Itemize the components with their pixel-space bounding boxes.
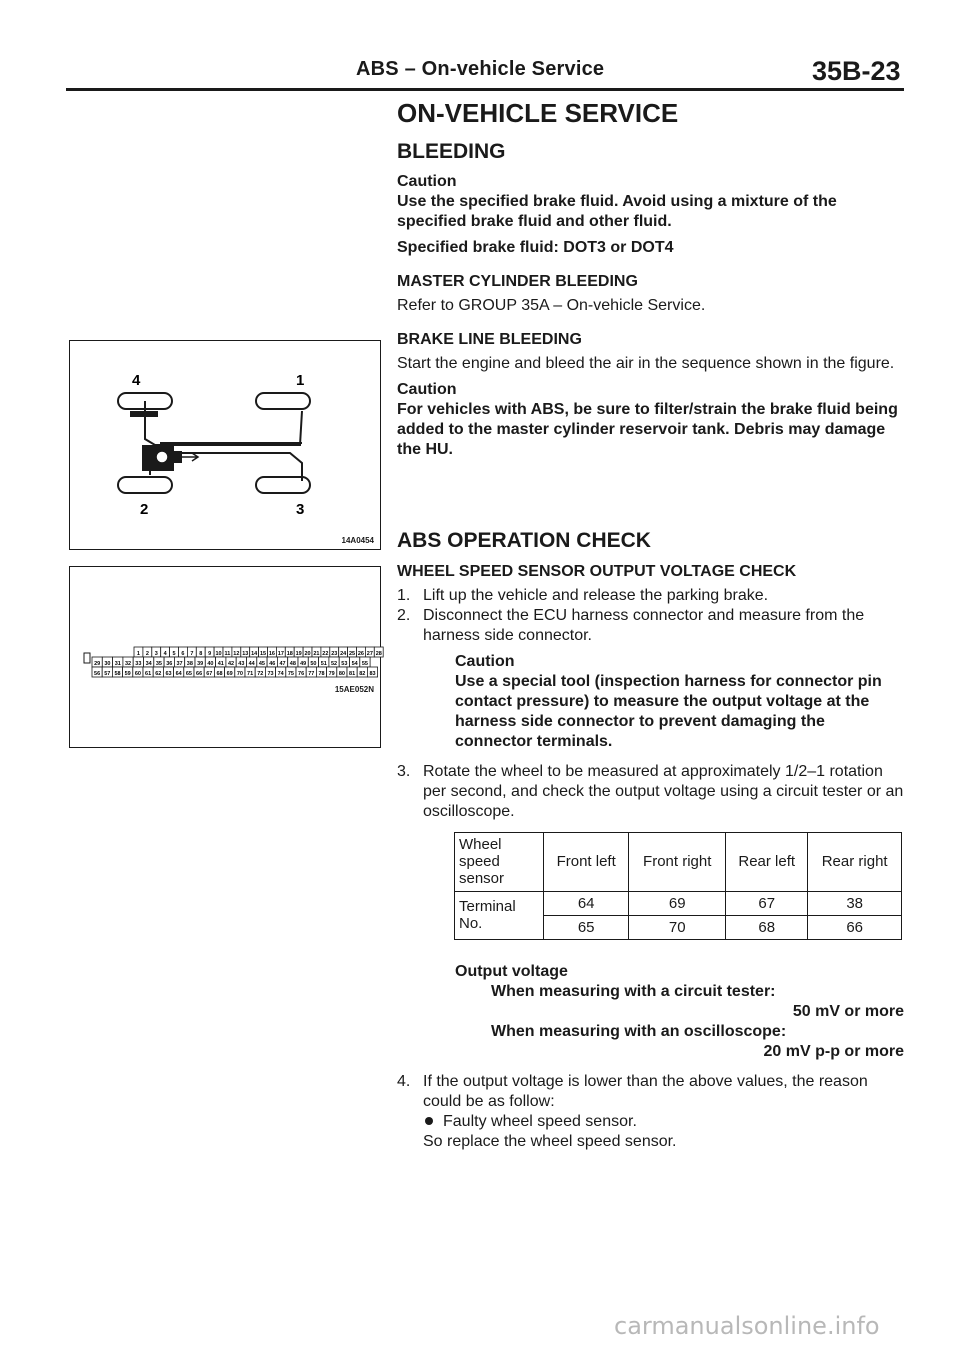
connector-pin-label: 47 [279,661,286,667]
connector-pin-label: 2 [145,651,149,657]
conclusion-text: So replace the wheel speed sensor. [423,1132,677,1150]
col-rear-left: Rear left [726,832,808,891]
wheel-label-4: 4 [132,372,141,389]
connector-pin-label: 69 [226,671,233,677]
brake-line-text: Start the engine and bleed the air in the sequence shown in the figure. [397,355,895,373]
connector-pin-label: 10 [215,651,222,657]
caution-text: Use a special tool (inspection harness for connector pin contact pressure) to measure the output voltage at the harness side connector to prevent damaging the connector terminals. [455,672,882,750]
bullet-icon [425,1117,433,1125]
tester-value: 50 mV or more [792,1002,904,1020]
connector-pin-label: 45 [258,661,266,667]
wheel-front-right [256,393,310,409]
table-cell: 68 [726,915,808,939]
section-bleeding: BLEEDING [397,140,506,164]
connector-pin-label: 53 [341,661,348,667]
connector-pin-label: 30 [104,661,111,667]
connector-pin-label: 56 [94,671,101,677]
connector-pin-label: 50 [310,661,317,667]
connector-pin-label: 77 [308,671,315,677]
connector-pin-label: 5 [172,651,176,657]
connector-pin-label: 35 [155,661,163,667]
connector-pin-label: 13 [242,651,249,657]
connector-diagram [70,567,380,747]
connector-pin-label: 54 [351,661,358,667]
subsection-brake-line: BRAKE LINE BLEEDING [397,331,582,349]
connector-pin-label: 74 [277,671,284,677]
connector-pin-label: 25 [348,651,356,657]
connector-pin-label: 78 [318,671,325,677]
connector-pin-label: 64 [175,671,182,677]
connector-pin-label: 37 [176,661,183,667]
connector-pin-label: 81 [349,671,356,677]
caution-label: Caution [397,381,457,399]
connector-pin-label: 29 [94,661,101,667]
header-divider [66,88,904,91]
connector-pin-label: 34 [145,661,152,667]
table-cell: 64 [544,891,629,915]
connector-pin-label: 22 [322,651,329,657]
connector-pin-label: 72 [257,671,264,677]
connector-figure [69,566,381,748]
connector-pin-label: 21 [313,651,320,657]
connector-pin-label: 52 [330,661,338,667]
master-text: Refer to GROUP 35A – On-vehicle Service. [397,297,706,315]
connector-pin-label: 59 [124,671,131,677]
connector-pin-label: 46 [269,661,276,667]
brake-bleeding-figure [69,340,381,550]
brake-line-diagram [70,341,380,549]
connector-pin-label: 48 [289,661,296,667]
connector-pin-label: 36 [166,661,173,667]
connector-pin-label: 65 [185,671,192,677]
connector-pin-label: 19 [295,651,302,657]
col-front-left: Front left [544,832,629,891]
caution-label: Caution [397,173,457,191]
connector-pin-label: 28 [375,651,382,657]
subsection-master: MASTER CYLINDER BLEEDING [397,273,638,291]
connector-pin-label: 27 [366,651,373,657]
table-cell: 65 [544,915,629,939]
connector-pin-label: 71 [247,671,254,677]
col-front-right: Front right [629,832,726,891]
connector-pin-label: 67 [206,671,213,677]
connector-pin-label: 83 [369,671,376,677]
connector-pin-label: 9 [208,651,212,657]
output-voltage-label: Output voltage [455,962,568,980]
specified-fluid: Specified brake fluid: DOT3 or DOT4 [397,239,674,257]
connector-pin-label: 16 [268,651,276,657]
connector-pin-label: 75 [287,671,294,677]
connector-pin-label: 38 [186,661,193,667]
table-cell: 70 [629,915,726,939]
connector-pin-label: 31 [114,661,121,667]
wheel-rear-left [118,477,172,493]
connector-pin-label: 58 [114,671,121,677]
step-1: 1. Lift up the vehicle and release the parking brake. [397,586,769,604]
wheel-label-2: 2 [140,501,149,518]
connector-pin-label: 57 [104,671,111,677]
connector-pin-label: 4 [163,651,167,657]
connector-pin-label: 49 [300,661,307,667]
connector-pin-label: 63 [165,671,172,677]
table-cell: 66 [808,915,902,939]
scope-label: When measuring with an oscilloscope: [491,1022,787,1040]
figure-code: 14A0454 [341,536,374,545]
connector-pin-label: 39 [197,661,204,667]
connector-pin-label: 23 [331,651,338,657]
wheel-label-3: 3 [296,501,305,518]
connector-pin-label: 11 [224,651,231,657]
main-content [397,98,904,1152]
terminal-table [454,832,902,940]
connector-pin-label: 17 [277,651,284,657]
connector-pin-label: 18 [286,651,293,657]
connector-pin-label: 66 [196,671,203,677]
connector-pin-label: 32 [124,661,132,667]
connector-pin-label: 80 [338,671,345,677]
connector-pin-label: 20 [304,651,311,657]
connector-pin-label: 76 [298,671,305,677]
subsection-wheel-sensor: WHEEL SPEED SENSOR OUTPUT VOLTAGE CHECK [397,562,797,580]
connector-pin-label: 6 [181,651,185,657]
wheel-label-1: 1 [296,372,305,389]
caution-label: Caution [455,652,515,670]
connector-pin-label: 15 [259,651,267,657]
connector-pin-label: 33 [135,661,142,667]
bullet-item: Faulty wheel speed sensor. [423,1112,904,1132]
connector-pin-label: 42 [227,661,235,667]
connector-pin-label: 7 [190,651,194,657]
scope-value: 20 mV p-p or more [763,1042,904,1060]
connector-pin-label: 62 [155,671,162,677]
connector-pin-label: 40 [207,661,214,667]
connector-pin-label: 26 [357,651,365,657]
row-header: Wheel speed sensor [455,832,544,891]
watermark: carmanualsonline.info [614,1312,880,1340]
step-4: 4. If the output voltage is lower than the above values, the reason could be as follow: [397,1072,868,1110]
caution-text: Use the specified brake fluid. Avoid using a mixture of the specified brake fluid and other fluid. [397,193,837,231]
connector-pin-label: 44 [248,661,255,667]
page-title: ON-VEHICLE SERVICE [397,98,679,128]
tester-label: When measuring with a circuit tester: [491,982,776,1000]
connector-pin-label: 73 [267,671,274,677]
connector-pin-label: 14 [251,651,258,657]
header-title: ABS – On-vehicle Service [356,58,605,80]
connector-pin-label: 8 [199,651,203,657]
connector-pin-label: 79 [328,671,335,677]
col-rear-right: Rear right [808,832,902,891]
connector-pin-label: 43 [238,661,245,667]
figure-code: 15AE052N [334,685,374,694]
connector-pin-label: 68 [216,671,223,677]
connector-pin-label: 3 [154,651,158,657]
connector-pin-label: 41 [217,661,224,667]
connector-pin-label: 12 [233,651,240,657]
connector-pin-label: 55 [361,661,369,667]
table-cell: 38 [808,891,902,915]
terminal-label: Terminal No. [455,891,544,939]
caution-text: For vehicles with ABS, be sure to filter/strain the brake fluid being added to the master cylinder reservoir tank. Debris may damage the HU. [397,401,898,459]
connector-pin-label: 1 [136,651,140,657]
table-cell: 67 [726,891,808,915]
section-abs-check: ABS OPERATION CHECK [397,529,651,553]
connector-pin-label: 70 [236,671,243,677]
connector-pin-label: 60 [134,671,141,677]
connector-pin-label: 82 [359,671,366,677]
page-number: 35B-23 [812,56,901,86]
step-2: 2. Disconnect the ECU harness connector and measure from the harness side connector. [397,606,865,644]
table-cell: 69 [629,891,726,915]
step-3: 3. Rotate the wheel to be measured at approximately 1/2–1 rotation per second, and check the output voltage using a circuit tester or an oscilloscope. [397,762,904,820]
connector-pin-label: 61 [145,671,152,677]
connector-pin-label: 24 [340,651,347,657]
connector-pin-label: 51 [320,661,327,667]
